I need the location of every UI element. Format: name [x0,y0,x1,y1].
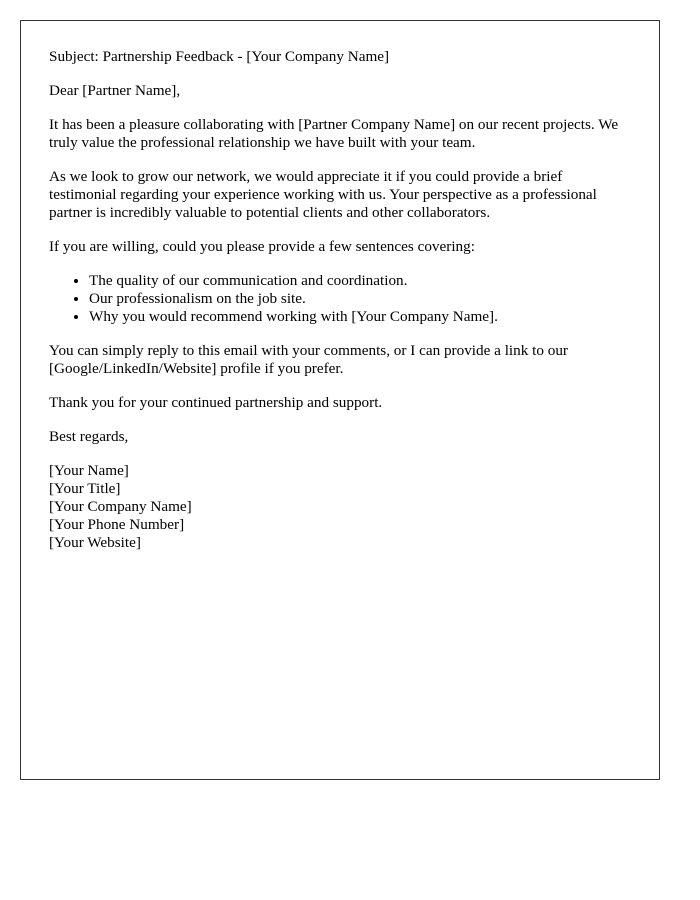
signature-block [49,462,631,552]
signature-title: [Your Title] [49,480,121,497]
signoff: Best regards, [49,428,129,445]
signature-website: [Your Website] [49,534,141,551]
subject-line: Subject: Partnership Feedback - [Your Company Name] [49,48,390,65]
signature-company: [Your Company Name] [49,498,192,515]
paragraph-intro: It has been a pleasure collaborating with [Partner Company Name] on our recent projects. We truly value the professional relationship we have built with your team. [49,116,619,151]
signature-name: [Your Name] [49,462,129,479]
bullet-list [49,272,631,326]
list-item: • Our professionalism on the job site. [89,290,631,308]
paragraph-prompt: If you are willing, could you please provide a few sentences covering: [49,238,475,255]
paragraph-request: As we look to grow our network, we would appreciate it if you could provide a brief testimonial regarding your experience working with us. Your perspective as a professional partner is incredibly valuable to potential clients and other collaborators. [49,168,597,221]
list-item: • The quality of our communication and coordination. [89,272,631,290]
signature-phone: [Your Phone Number] [49,516,185,533]
list-item: • Why you would recommend working with [Your Company Name]. [89,308,631,326]
greeting: Dear [Partner Name], [49,82,181,99]
paragraph-reply: You can simply reply to this email with your comments, or I can provide a link to our [Google/LinkedIn/Website] profile if you prefer. [49,342,568,377]
letter-body [20,20,660,780]
paragraph-thanks: Thank you for your continued partnership and support. [49,394,383,411]
